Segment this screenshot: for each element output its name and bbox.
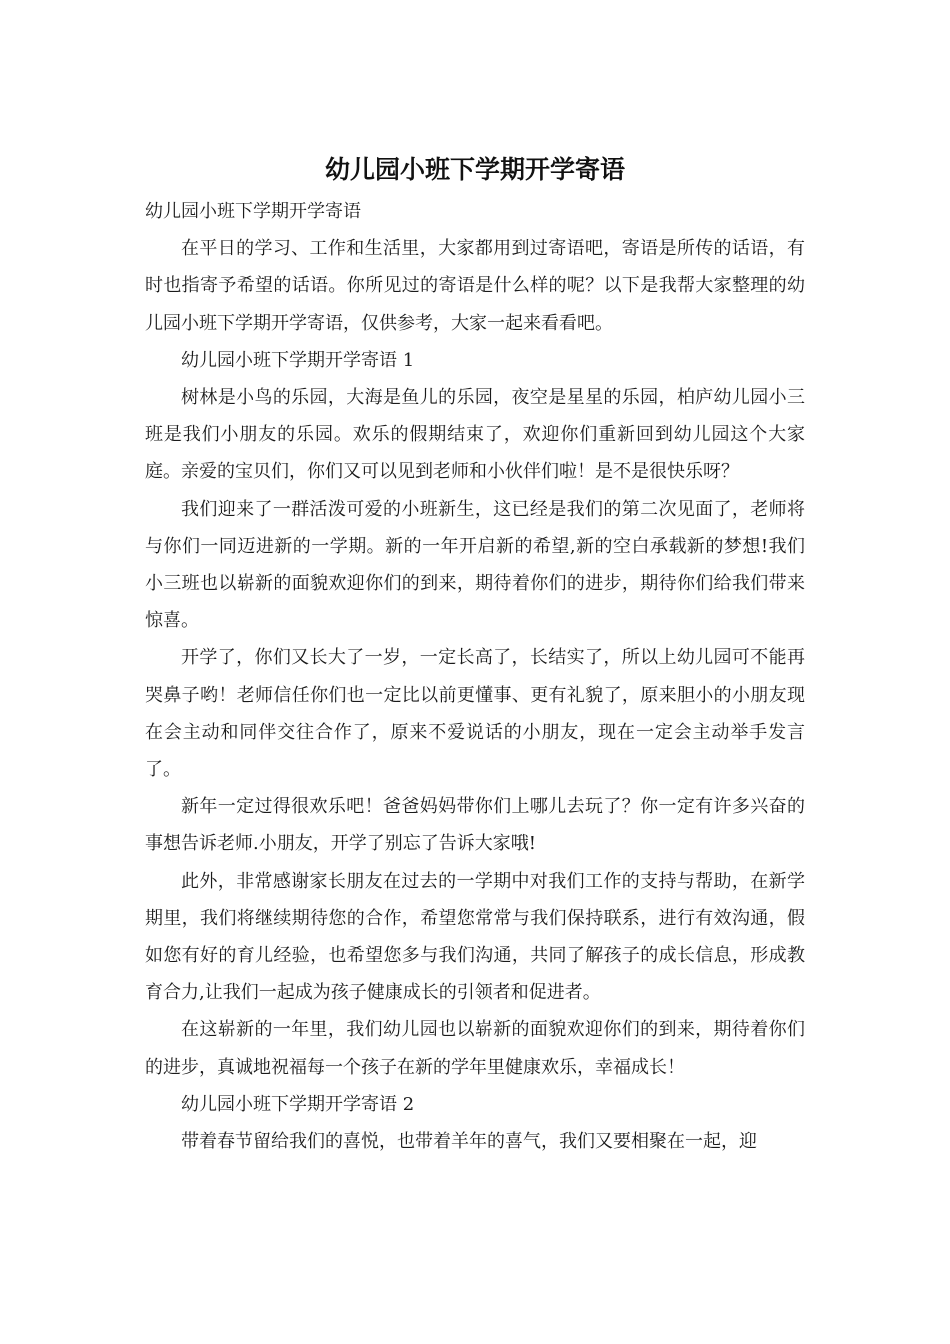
document-title: 幼儿园小班下学期开学寄语 [324,155,625,184]
paragraph: 此外，非常感谢家长朋友在过去的一学期中对我们工作的支持与帮助，在新学期里，我们将继续期待您的合作，希望您常常与我们保持联系，进行有效沟通，假如您有好的育儿经验，也希望您多与我们沟通，共同了解孩子的成长信息，形成教育合力,让我们一起成为孩子健康成长的引领者和促进者。 [145,870,805,1004]
paragraph: 树林是小鸟的乐园，大海是鱼儿的乐园，夜空是星星的乐园，柏庐幼儿园小三班是我们小朋友的乐园。欢乐的假期结束了，欢迎你们重新回到幼儿园这个大家庭。亲爱的宝贝们，你们又可以见到老师和小伙伴们啦！是不是很快乐呀？ [145,387,805,483]
document-body [145,193,805,1160]
paragraph: 我们迎来了一群活泼可爱的小班新生，这已经是我们的第二次见面了，老师将与你们一同迈进新的一学期。新的一年开启新的希望,新的空白承载新的梦想!我们小三班也以崭新的面貌欢迎你们的到来，期待着你们的进步，期待你们给我们带来惊喜。 [145,498,805,632]
paragraph: 新年一定过得很欢乐吧！爸爸妈妈带你们上哪儿去玩了？你一定有许多兴奋的事想告诉老师.小朋友，开学了别忘了告诉大家哦! [145,796,805,855]
paragraph: 带着春节留给我们的喜悦，也带着羊年的喜气，我们又要相聚在一起，迎 [181,1131,757,1153]
paragraph: 在这崭新的一年里，我们幼儿园也以崭新的面貌欢迎你们的到来，期待着你们的进步，真诚地祝福每一个孩子在新的学年里健康欢乐，幸福成长！ [145,1019,805,1078]
paragraph-intro: 在平日的学习、工作和生活里，大家都用到过寄语吧，寄语是所传的话语，有时也指寄予希望的话语。你所见过的寄语是什么样的呢？以下是我帮大家整理的幼儿园小班下学期开学寄语，仅供参考，大家一起来看看吧。 [145,238,805,334]
section-heading-2: 幼儿园小班下学期开学寄语 2 [181,1093,415,1115]
paragraph-subtitle: 幼儿园小班下学期开学寄语 [145,201,361,222]
section-heading-1: 幼儿园小班下学期开学寄语 1 [181,349,415,371]
paragraph: 开学了，你们又长大了一岁，一定长高了，长结实了，所以上幼儿园可不能再哭鼻子哟！老师信任你们也一定比以前更懂事、更有礼貌了，原来胆小的小朋友现在会主动和同伴交往合作了，原来不爱说话的小朋友，现在一定会主动举手发言了。 [145,647,805,781]
